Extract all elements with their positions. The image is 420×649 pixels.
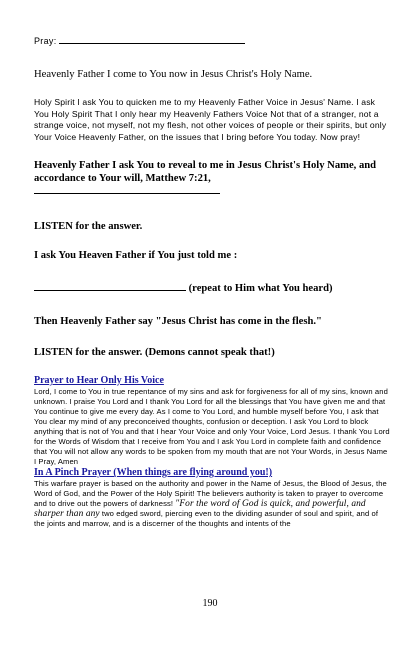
pinch-body-end: two edged sword, piercing even to the dividing asunder of soul and spirit, and of the joints and marrow, and is a discerner of the thoughts and intents of the	[34, 509, 379, 528]
document-page	[34, 36, 390, 529]
repeat-blank	[34, 289, 186, 291]
ask-told-line: I ask You Heaven Father if You just told me :	[34, 250, 238, 261]
pray-blank	[59, 42, 245, 44]
reveal-paragraph	[34, 159, 390, 198]
pray-label: Pray:	[34, 36, 57, 46]
section-body-pinch-prayer	[34, 479, 390, 529]
holy-spirit-paragraph: Holy Spirit I ask You to quicken me to my Heavenly Father Voice in Jesus' Name. I ask You Holy Spirit That I only hear my Heavenly Fathers Voice Not that of a stranger, not a strange voice, not myself, not my flesh, not other voices of people or their spirits, but only Your Voice Heavenly Father, on the issues that I bring before You today. Now pray!	[34, 97, 387, 142]
section-title-pinch-prayer: In A Pinch Prayer (When things are flying around you!)	[34, 467, 273, 478]
listen-line-1: LISTEN for the answer.	[34, 221, 143, 232]
page-number: 190	[202, 598, 218, 609]
intro-line: Heavenly Father I come to You now in Jesus Christ's Holy Name.	[34, 69, 313, 80]
section-title-hear-voice: Prayer to Hear Only His Voice	[34, 375, 164, 386]
repeat-text: (repeat to Him what You heard)	[188, 283, 333, 294]
pinch-quote: "For the word of God is quick, and powerful, and sharper than any	[34, 499, 366, 519]
pray-line	[34, 36, 390, 50]
repeat-line	[34, 282, 390, 295]
listen-line-2: LISTEN for the answer. (Demons cannot speak that!)	[34, 347, 275, 358]
reveal-text: Heavenly Father I ask You to reveal to me in Jesus Christ's Holy Name, and accordance to Your will, Matthew 7:21,	[34, 160, 377, 184]
then-say-line: Then Heavenly Father say "Jesus Christ has come in the flesh."	[34, 316, 322, 327]
reveal-blank	[34, 192, 220, 194]
pinch-body-start: This warfare prayer is based on the authority and power in the Name of Jesus, the Blood of Jesus, the Word of God, and the Power of the Holy Spirit! The believers authority is taken to prayer to overcome and to drive out the powers of darkness!	[34, 479, 387, 508]
section-body-hear-voice: Lord, I come to You in true repentance of my sins and ask for forgiveness for all of my sins, known and unknown. I praise You Lord and I thank You Lord for all the blessings that You have given me and that You continue to give me every day. As I come to You Lord, and humble myself before You, I ask that You clear my mind of any preconceived thoughts, confusion or deception. I ask You Lord to block anything that is not of You and that I hear Your Voice and only Your Voice, Lord Jesus. I thank You Lord for the Words of Wisdom that I receive from You and I ask You Lord in complete faith and confidence that You will not allow any words to be spoken from my mouth that are not Your Words, in Jesus Name I Pray, Amen	[34, 387, 390, 466]
